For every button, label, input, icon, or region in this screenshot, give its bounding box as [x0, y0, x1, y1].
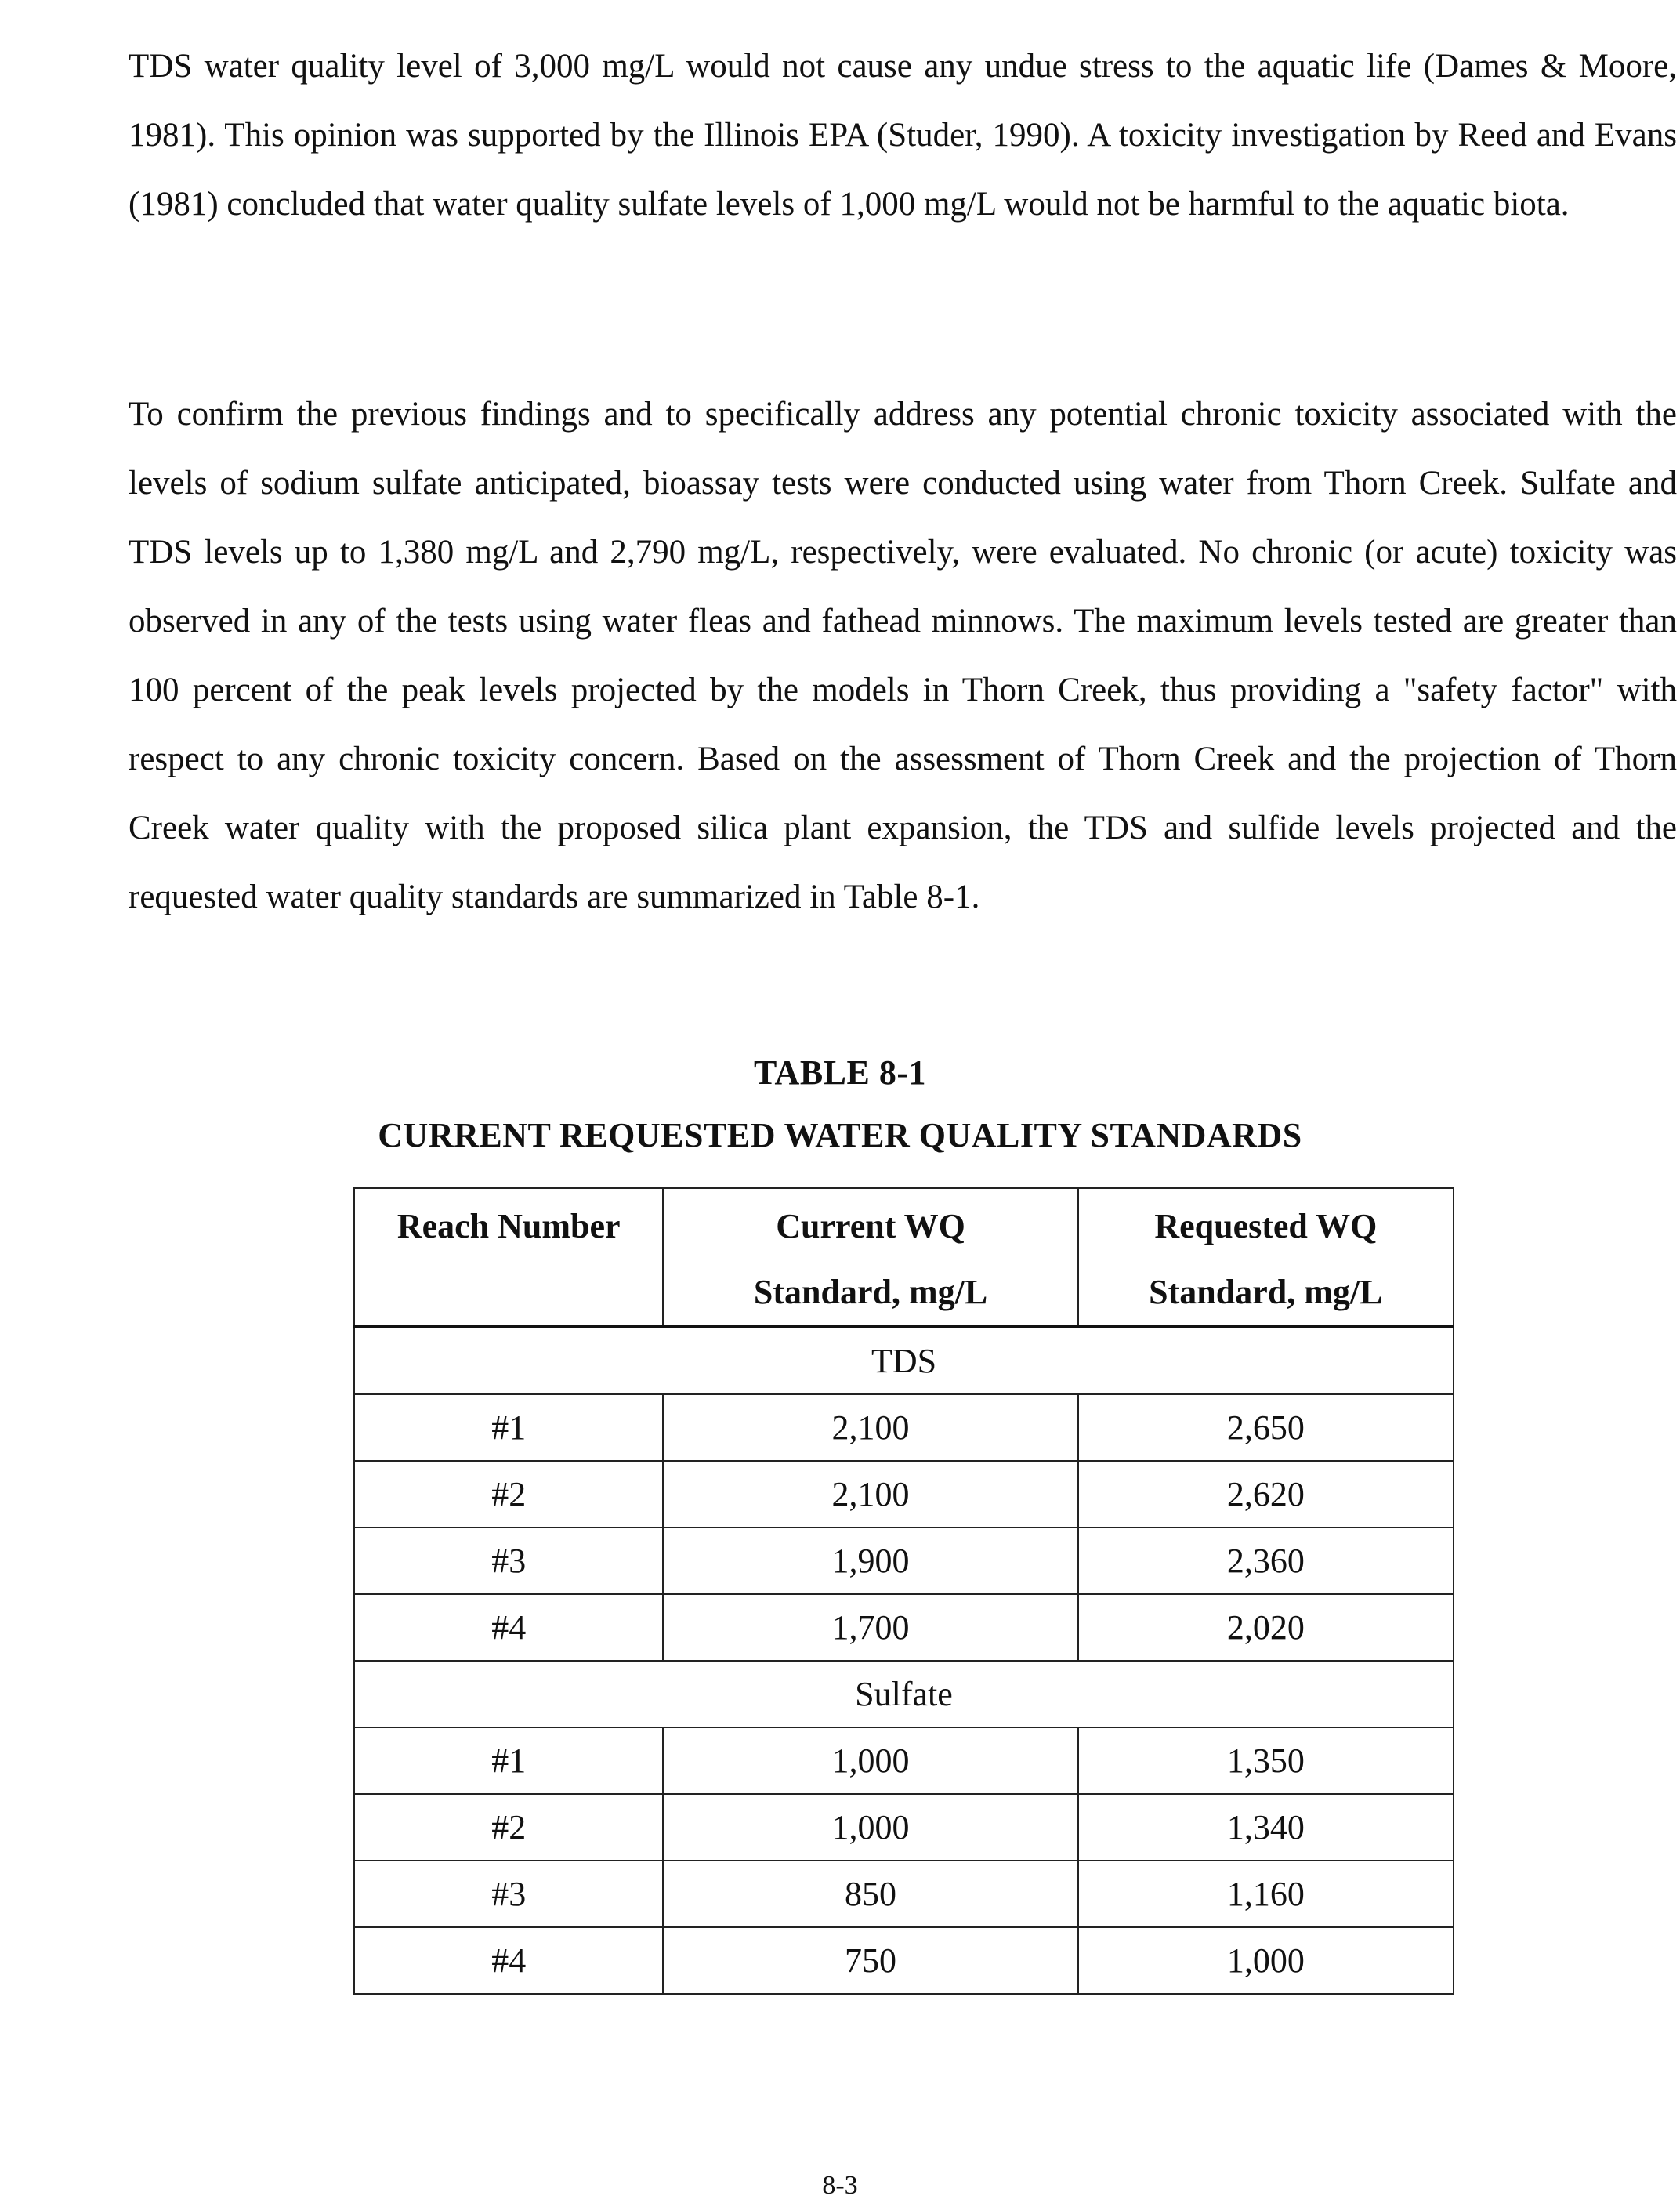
body-paragraph: To confirm the previous findings and to specifically address any potential chronic toxicity associated with the levels of sodium sulfate anticipated, bioassay tests were conducted using water from Thorn Creek. Sulfate and TDS levels up to 1,380 mg/L and 2,790 mg/L, respectively, were evaluated. No chronic (or acute) toxicity was observed in any of the tests using water fleas and fathead minnows. The maximum levels tested are greater than 100 percent of the peak levels projected by the models in Thorn Creek, thus providing a "safety factor" with respect to any chronic toxicity concern. Based on the assessment of Thorn Creek and the projection of Thorn Creek water quality with the proposed silica plant expansion, the TDS and sulfide levels projected and the requested water quality standards are summarized in Table 8-1.	[129, 396, 1677, 915]
cell-reach: #3	[354, 1528, 663, 1594]
header-reach-number	[354, 1188, 663, 1327]
cell-current: 1,000	[663, 1794, 1077, 1861]
cell-requested: 1,160	[1078, 1861, 1454, 1927]
cell-reach: #2	[354, 1794, 663, 1861]
cell-current: 750	[663, 1927, 1077, 1994]
section-label: TDS	[354, 1327, 1454, 1394]
section-row-sulfate	[354, 1661, 1454, 1727]
cell-requested: 2,360	[1078, 1528, 1454, 1594]
table-row	[354, 1528, 1454, 1594]
cell-requested: 1,350	[1078, 1727, 1454, 1794]
cell-requested: 1,340	[1078, 1794, 1454, 1861]
cell-current: 1,900	[663, 1528, 1077, 1594]
cell-reach: #3	[354, 1861, 663, 1927]
cell-current: 1,000	[663, 1727, 1077, 1794]
table-row	[354, 1594, 1454, 1661]
section-label: Sulfate	[354, 1661, 1454, 1727]
cell-reach: #4	[354, 1927, 663, 1994]
table-row	[354, 1394, 1454, 1461]
cell-requested: 2,620	[1078, 1461, 1454, 1528]
table-row	[354, 1727, 1454, 1794]
cell-requested: 1,000	[1078, 1927, 1454, 1994]
header-current-line1: Current WQ	[776, 1207, 965, 1245]
cell-current: 2,100	[663, 1394, 1077, 1461]
header-reach-label: Reach Number	[396, 1207, 621, 1245]
table-caption: CURRENT REQUESTED WATER QUALITY STANDARDS	[378, 1116, 1302, 1154]
header-requested-line1: Requested WQ	[1154, 1207, 1378, 1245]
water-quality-table	[353, 1187, 1454, 1995]
page-number: 8-3	[822, 2171, 858, 2200]
cell-reach: #1	[354, 1727, 663, 1794]
table-header-row	[354, 1188, 1454, 1327]
header-requested-wq	[1078, 1188, 1454, 1327]
body-paragraph: TDS water quality level of 3,000 mg/L would not cause any undue stress to the aquatic life (Dames & Moore, 1981). This opinion was supported by the Illinois EPA (Studer, 1990). A toxicity investigation by Reed and Evans (1981) concluded that water quality sulfate levels of 1,000 mg/L would not be harmful to the aquatic biota.	[129, 48, 1677, 223]
cell-current: 1,700	[663, 1594, 1077, 1661]
header-current-line2: Standard, mg/L	[753, 1273, 988, 1311]
cell-current: 2,100	[663, 1461, 1077, 1528]
table-row	[354, 1794, 1454, 1861]
cell-requested: 2,020	[1078, 1594, 1454, 1661]
section-row-tds	[354, 1327, 1454, 1394]
cell-requested: 2,650	[1078, 1394, 1454, 1461]
header-current-wq	[663, 1188, 1077, 1327]
table-row	[354, 1927, 1454, 1994]
cell-reach: #2	[354, 1461, 663, 1528]
cell-reach: #1	[354, 1394, 663, 1461]
table-row	[354, 1461, 1454, 1528]
table-number: TABLE 8-1	[753, 1053, 927, 1092]
cell-reach: #4	[354, 1594, 663, 1661]
table-row	[354, 1861, 1454, 1927]
cell-current: 850	[663, 1861, 1077, 1927]
header-requested-line2: Standard, mg/L	[1149, 1273, 1383, 1311]
